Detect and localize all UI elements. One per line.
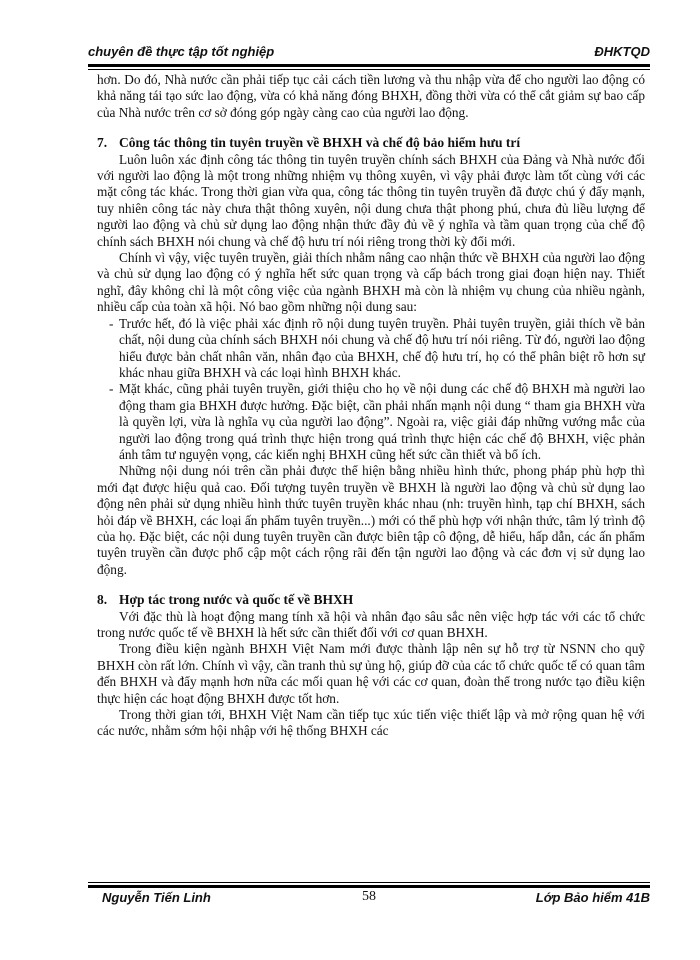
section-7-paragraph-3: Những nội dung nói trên cần phải được thể hiện bằng nhiều hình thức, phong pháp phù hợp thì mới đạt được hiệu quả cao. Đối tượng tuyên truyền về BHXH là người lao động và chủ sử dụng lao động nên phải sử dụng nhiều hình thức tuyên truyền khác nhau (nh: truyền hình, tạp chí BHXH, sách hỏi đáp về BHXH, các loại ấn phẩm tuyên truyền...) mới có thể phù hợp với nhận thức, tâm lý trình độ của họ. Đặc biệt, các nội dung tuyên truyền cần được biên tập cô động, dễ hiểu, hấp dẫn, các ấn phẩm tuyên truyền cần được phổ cập một cách rộng rãi đến tận người lao động và các đơn vị sử dụng lao động. bbox=[97, 463, 645, 577]
page-header bbox=[88, 42, 650, 64]
section-8-title: Hợp tác trong nước và quốc tế về BHXH bbox=[119, 592, 354, 608]
paragraph-intro: hơn. Do đó, Nhà nước cần phải tiếp tục cải cách tiền lương và thu nhập vừa để cho người lao động có khả năng tái tạo sức lao động, vừa có khả năng đóng BHXH, đồng thời vừa có thể cắt giảm sự bao cấp của Nhà nước trên cơ sở đóng góp ngày càng cao của người lao động. bbox=[97, 72, 645, 120]
page-footer bbox=[88, 888, 650, 910]
section-8-number: 8. bbox=[97, 592, 108, 608]
page-number: 58 bbox=[362, 889, 376, 904]
header-document-type: chuyên đề thực tập tốt nghiệp bbox=[88, 44, 275, 59]
section-8-heading bbox=[97, 592, 645, 608]
bullet-dash: - bbox=[109, 315, 114, 331]
header-divider bbox=[88, 64, 650, 70]
footer-author: Nguyễn Tiến Linh bbox=[102, 890, 211, 905]
section-7-bullet-1 bbox=[97, 316, 645, 382]
bullet-text: Trước hết, đó là việc phải xác định rõ nội dung tuyên truyền. Phải tuyên truyền, giải thích về bản chất, nội dung của chính sách BHXH nói chung và chế độ hưu trí nói riêng. Từ đó, người lao động hiểu được bản chất nhân văn, nhân đạo của BHXH, chế độ hưu trí, họ có thể phân biệt rõ hơn sự khác nhau giữa BHXH và các loại hình BHXH khác. bbox=[119, 315, 645, 380]
section-7-title: Công tác thông tin tuyên truyền về BHXH và chế độ bảo hiểm hưu trí bbox=[119, 135, 521, 151]
section-8-paragraph-1: Với đặc thù là hoạt động mang tính xã hội và nhân đạo sâu sắc nên việc hợp tác với các tổ chức trong nước quốc tế về BHXH là hết sức cần thiết đối với cơ quan BHXH. bbox=[97, 608, 645, 640]
section-7-heading bbox=[97, 135, 645, 151]
section-7-number: 7. bbox=[97, 135, 108, 151]
section-7-bullet-2 bbox=[97, 381, 645, 463]
section-8-paragraph-2: Trong điều kiện ngành BHXH Việt Nam mới được thành lập nên sự hỗ trợ từ NSNN cho quỹ BHXH còn rất lớn. Chính vì vậy, cần tranh thủ sự ủng hộ, giúp đỡ của các tổ chức quốc tế có quan tâm đến BHXH và đẩy mạnh hơn nữa các mối quan hệ với các cơ quan, đoàn thể trong nước tạo điều kiện thực hiện các hoạt động BHXH được tốt hơn. bbox=[97, 641, 645, 706]
section-8-paragraph-3: Trong thời gian tới, BHXH Việt Nam cần tiếp tục xúc tiến việc thiết lập và mở rộng quan hệ với các nước, nhằm sớm hội nhập với hệ thống BHXH các bbox=[97, 707, 645, 739]
section-7-paragraph-2: Chính vì vậy, việc tuyên truyền, giải thích nhằm nâng cao nhận thức về BHXH của người lao động và chủ sử dụng lao động có ý nghĩa hết sức quan trọng và cấp bách trong giai đoạn hiện nay. Thiết nghĩ, đây không chỉ là một công việc của ngành BHXH mà còn là nhiệm vụ chung của nhiều ngành, nhiều cấp của toàn xã hội. Nó bao gồm những nội dung sau: bbox=[97, 250, 645, 315]
section-7-paragraph-1: Luôn luôn xác định công tác thông tin tuyên truyền chính sách BHXH của Đảng và Nhà nước đối với người lao động là một trong những nhiệm vụ thông xuyên, vì vậy phải được làm tốt cùng với các mặt công tác khác. Trong thời gian vừa qua, công tác thông tin tuyên truyền đã được chú ý đẩy mạnh, tuy nhiên công tác này chưa thật thông xuyên, nội dung chưa thật phong phú, chưa đủ liều lượng để người lao động và chủ sử dụng lao động nhận thức đầy đủ về ý nghĩa và tầm quan trọng của chế độ chính sách BHXH nói chung và chế độ hưu trí nói riêng trong thời kỳ đổi mới. bbox=[97, 151, 645, 249]
page-body bbox=[97, 72, 645, 740]
footer-class: Lớp Bảo hiểm 41B bbox=[535, 890, 650, 905]
header-university: ĐHKTQD bbox=[594, 44, 650, 59]
bullet-text: Mặt khác, cũng phải tuyên truyền, giới thiệu cho họ về nội dung các chế độ BHXH mà người lao động tham gia BHXH được hưởng. Đặc biệt, cần phải nhấn mạnh nội dung “ tham gia BHXH vừa là quyền lợi, vừa là nghĩa vụ của người lao động”. Ngoài ra, việc giải đáp những vướng mắc của người lao động trong quá trình thực hiện trong quá trình thực hiện các chế độ BHXH, việc phản ánh tâm tư nguyện vọng, các kiến nghị BHXH cũng hết sức cần thiết và bổ ích. bbox=[119, 381, 645, 462]
bullet-dash: - bbox=[109, 381, 114, 397]
